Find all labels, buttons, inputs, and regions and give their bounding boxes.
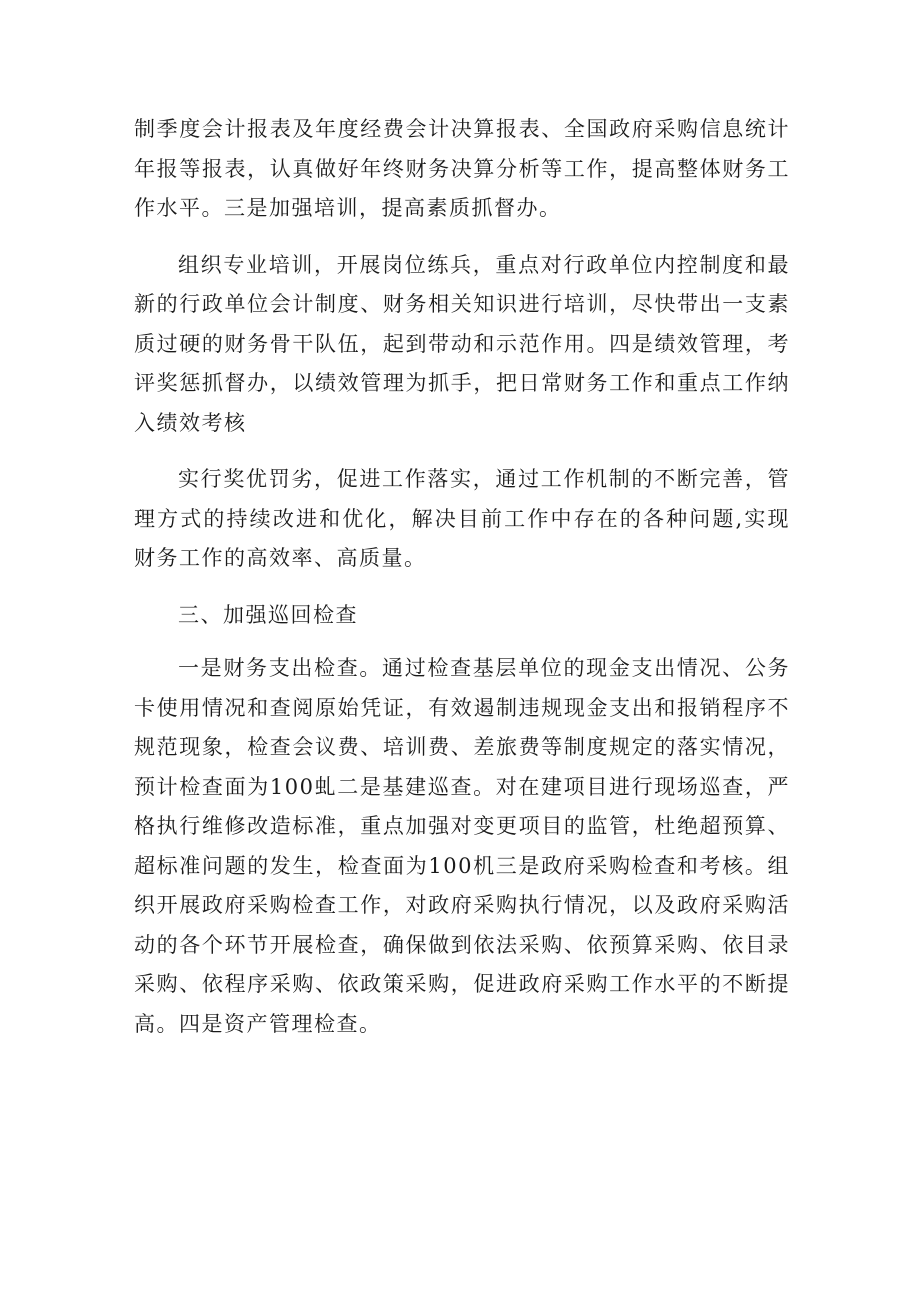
paragraph-inspections: 一是财务支出检查。通过检查基层单位的现金支出情况、公务卡使用情况和查阅原始凭证，有效遏制违规现金支出和报销程序不规范现象，检查会议费、培训费、差旅费等制度规定的落实情况，预计检查面为100虬二是基建巡查。对在建项目进行现场巡查，严格执行维修改造标准，重点加强对变更项目的监管，杜绝超预算、超标准问题的发生，检查面为100机三是政府采购检查和考核。组织开展政府采购检查工作，对政府采购执行情况，以及政府采购活动的各个环节开展检查，确保做到依法采购、依预算采购、依目录采购、依程序采购、依政策采购，促进政府采购工作水平的不断提高。四是资产管理检查。 [134,656,790,1036]
paragraph-finance-reports: 制季度会计报表及年度经费会计决算报表、全国政府采购信息统计年报等报表，认真做好年终财务决算分析等工作，提高整体财务工作水平。三是加强培训，提高素质抓督办。 [134,117,790,220]
document-body [134,110,790,1061]
section-heading-inspection: 三、加强巡回检查 [178,602,358,627]
paragraph-training: 组织专业培训，开展岗位练兵，重点对行政单位内控制度和最新的行政单位会计制度、财务相关知识进行培训，尽快带出一支素质过硬的财务骨干队伍，起到带动和示范作用。四是绩效管理，考评奖惩抓督办，以绩效管理为抓手，把日常财务工作和重点工作纳入绩效考核 [134,252,790,435]
paragraph-rewards: 实行奖优罚劣，促进工作落实，通过工作机制的不断完善，管理方式的持续改进和优化，解决目前工作中存在的各种问题,实现财务工作的高效率、高质量。 [134,467,790,570]
